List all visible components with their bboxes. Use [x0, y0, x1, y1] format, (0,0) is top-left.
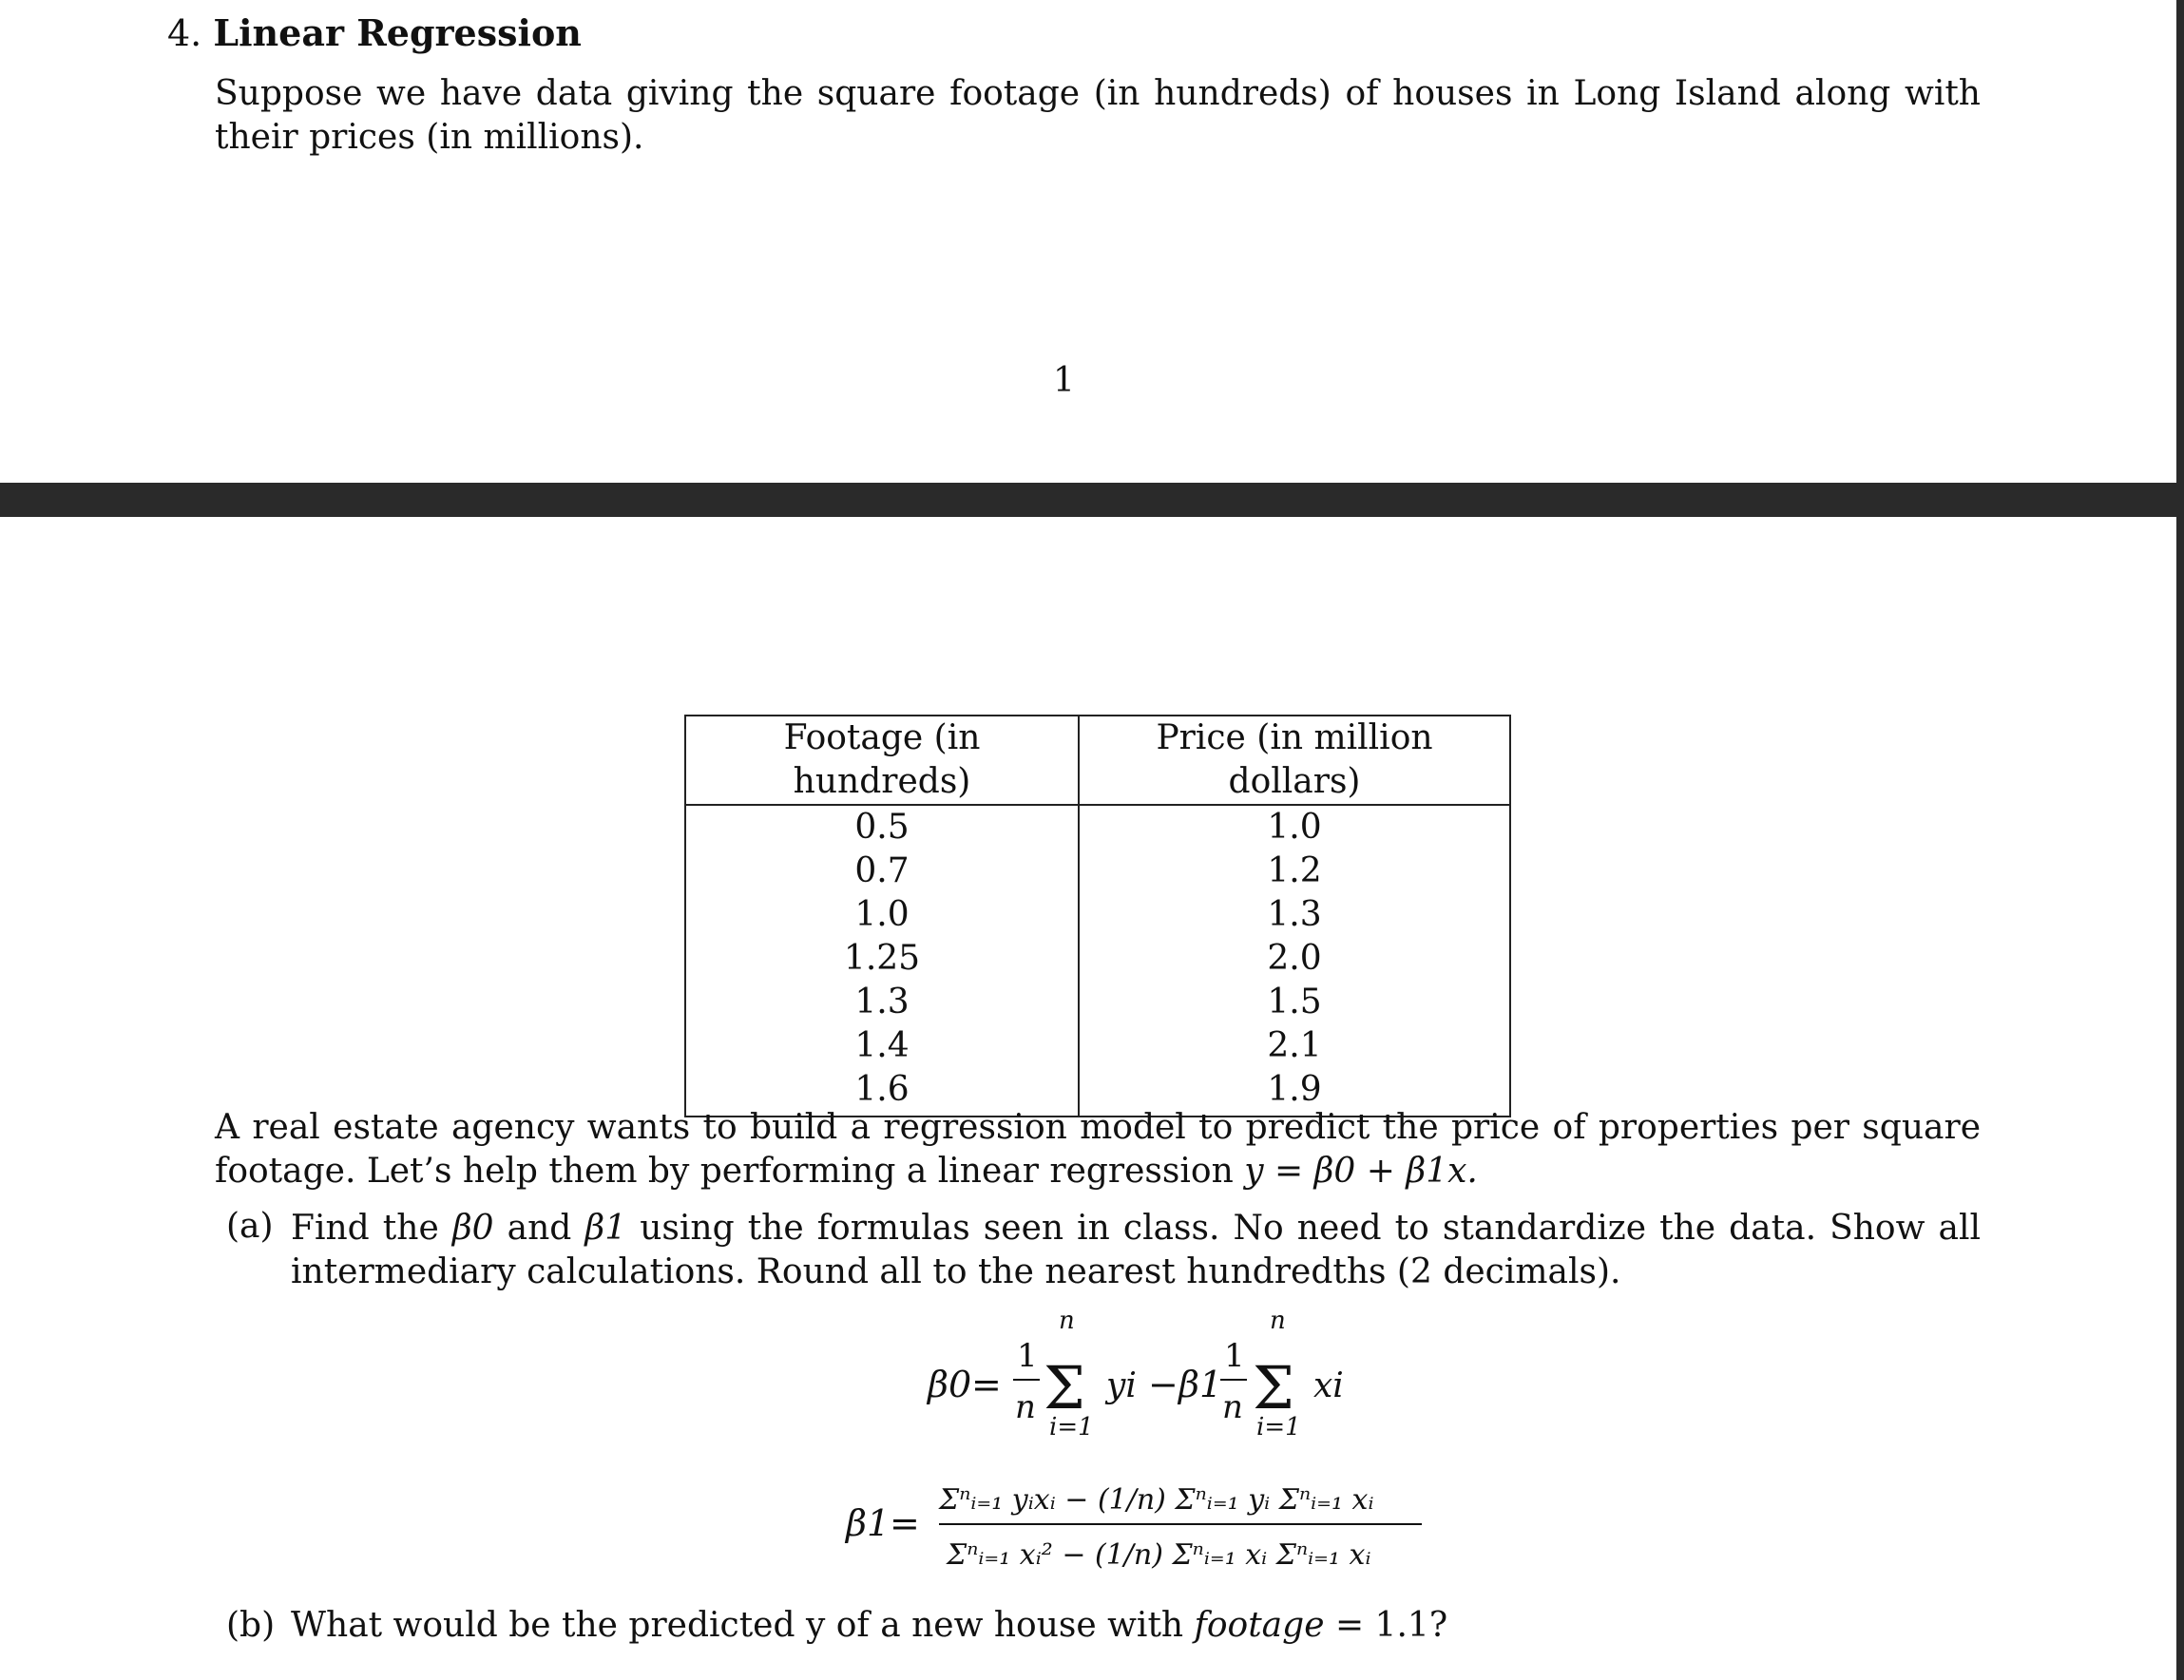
footage-cell: 0.7	[685, 850, 1079, 893]
question-a-part-1: Find the	[291, 1209, 439, 1248]
regression-equation: y = β0 + β1x.	[1244, 1152, 1478, 1191]
beta1-numerator: Σⁿᵢ₌₁ yᵢxᵢ − (1/n) Σⁿᵢ₌₁ yᵢ Σⁿᵢ₌₁ xᵢ	[939, 1483, 1374, 1517]
problem-title: Linear Regression	[213, 11, 582, 54]
problem-number: 4.	[167, 12, 202, 54]
question-a-label: (a)	[226, 1207, 274, 1246]
beta0-formula	[926, 1307, 1344, 1441]
question-a-beta0: β0	[451, 1209, 494, 1248]
beta1-lhs: β1	[846, 1502, 891, 1544]
header-footage: Footage (in hundreds)	[685, 716, 1079, 805]
paragraph-text: A real estate agency wants to build a regression model to predict the price of properties per square footage. Let’s help them by performing a linear regression	[215, 1108, 1981, 1191]
price-cell: 2.1	[1079, 1024, 1510, 1068]
beta0-sum2-lower: i=1	[1256, 1413, 1301, 1441]
beta0-sum2-upper: n	[1270, 1307, 1286, 1335]
price-cell: 1.3	[1079, 893, 1510, 937]
beta0-y-i: yi	[1106, 1366, 1137, 1405]
beta0-sum2-sigma: Σ	[1253, 1353, 1294, 1422]
price-cell: 1.0	[1079, 805, 1510, 850]
beta0-x-i: xi	[1313, 1366, 1344, 1405]
footage-cell: 1.3	[685, 981, 1079, 1024]
beta1-denominator: Σⁿᵢ₌₁ xᵢ² − (1/n) Σⁿᵢ₌₁ xᵢ Σⁿᵢ₌₁ xᵢ	[947, 1538, 1371, 1572]
footage-cell: 1.25	[685, 937, 1079, 981]
beta0-lhs: β0	[928, 1364, 972, 1405]
price-cell: 1.2	[1079, 850, 1510, 893]
beta0-eq: =	[971, 1364, 1002, 1405]
beta0-frac-n: n	[1015, 1388, 1036, 1426]
question-a-part-3: using the formulas seen in class. No need to standardize the data. Show all intermediary calculations. Round all to the nearest hundredths (2 decimals).	[291, 1209, 1981, 1291]
beta0-frac-one: 1	[1017, 1337, 1038, 1375]
beta0-frac2-n: n	[1222, 1388, 1243, 1426]
beta0-minus: −	[1148, 1364, 1178, 1405]
page-number: 1	[1053, 361, 1075, 400]
beta1-formula	[844, 1483, 1422, 1572]
question-b-part-1: What would be the predicted y of a new house with	[291, 1606, 1184, 1645]
footage-cell: 1.4	[685, 1024, 1079, 1068]
question-b-label: (b)	[226, 1606, 276, 1645]
footage-cell: 1.0	[685, 893, 1079, 937]
question-a-part-2: and	[507, 1209, 572, 1248]
footage-cell: 0.5	[685, 805, 1079, 850]
beta0-sum-lower: i=1	[1049, 1413, 1094, 1441]
beta0-sum-upper: n	[1059, 1307, 1075, 1335]
question-b-part-2: = 1.1?	[1334, 1606, 1448, 1645]
footage-cell: 1.6	[685, 1068, 1079, 1117]
header-price: Price (in million dollars)	[1079, 716, 1510, 805]
beta0-sum-sigma: Σ	[1044, 1353, 1085, 1422]
beta0-beta1: β1	[1178, 1364, 1223, 1405]
question-a-beta1: β1	[584, 1209, 627, 1248]
question-b-var: footage	[1194, 1606, 1325, 1645]
price-cell: 1.9	[1079, 1068, 1510, 1117]
beta0-frac2-one: 1	[1224, 1337, 1245, 1375]
price-cell: 2.0	[1079, 937, 1510, 981]
problem-intro: Suppose we have data giving the square footage (in hundreds) of houses in Long Island along with their prices (in millions).	[215, 74, 1981, 157]
beta1-eq: =	[890, 1502, 920, 1544]
question-b-text	[291, 1606, 1447, 1645]
price-cell: 1.5	[1079, 981, 1510, 1024]
